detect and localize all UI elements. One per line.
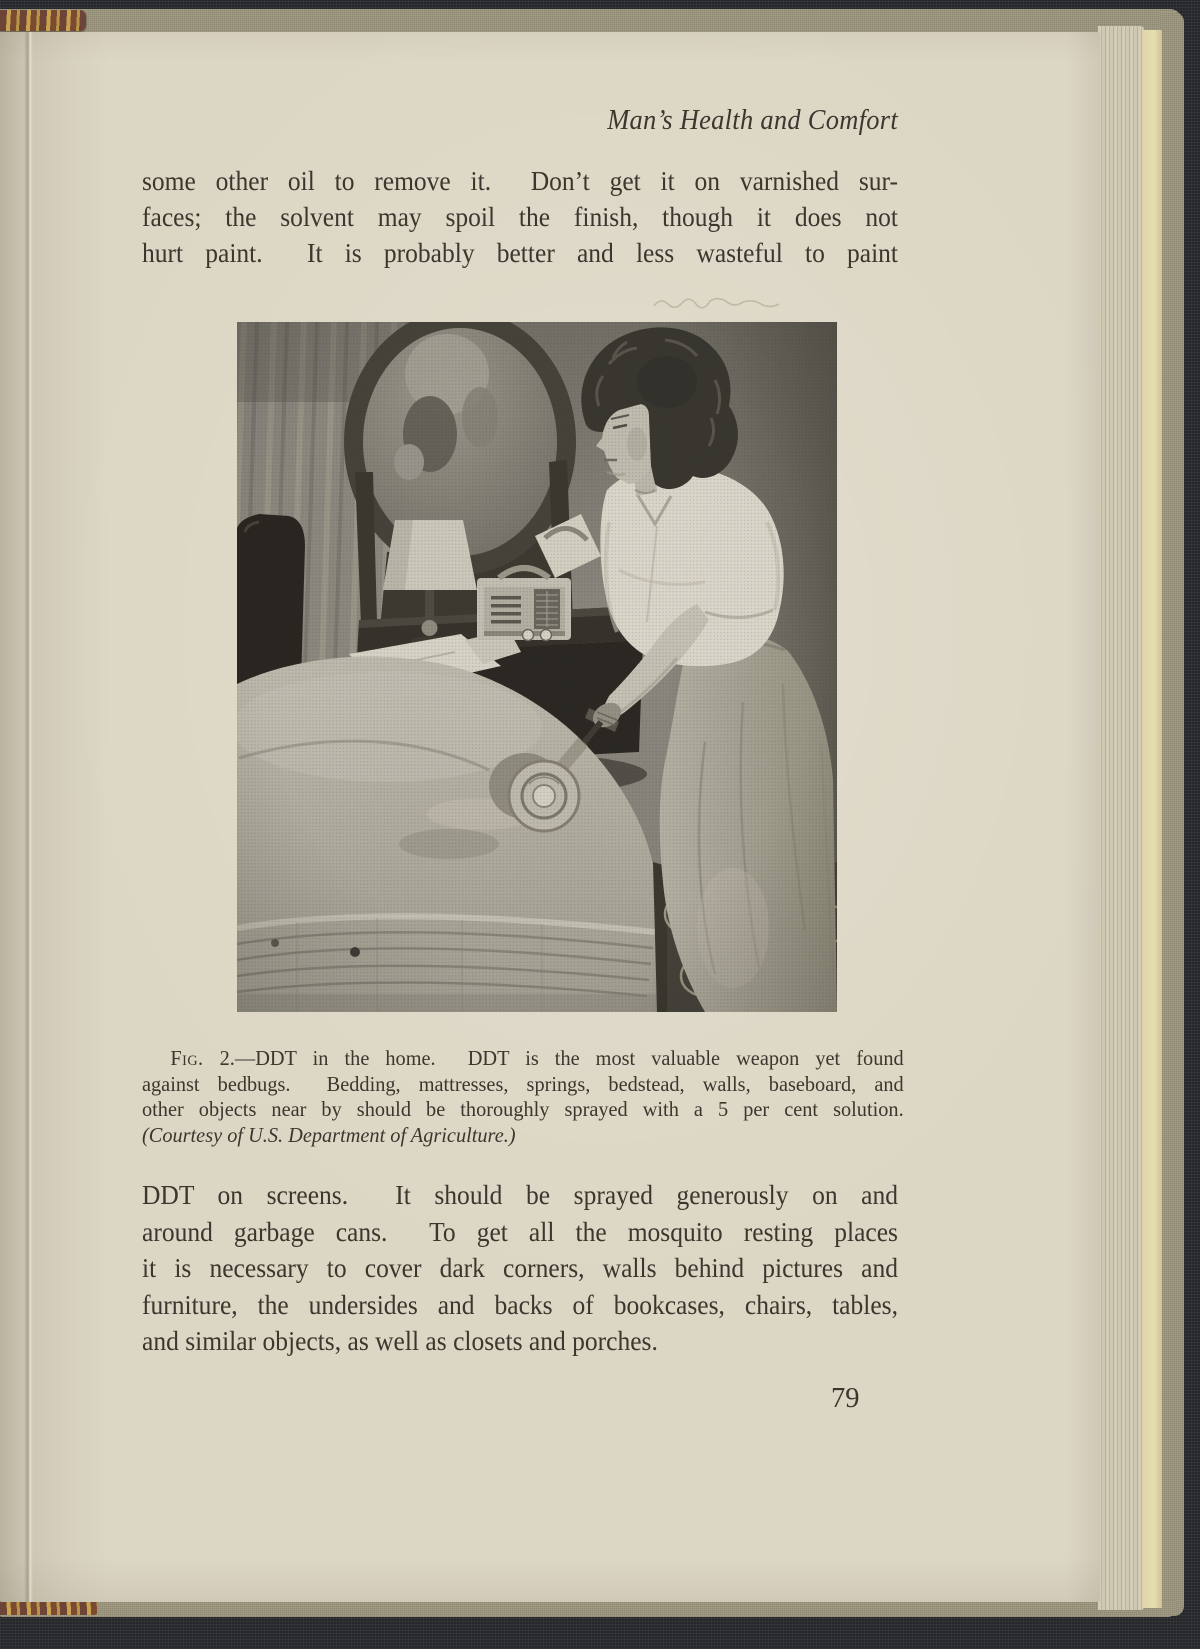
caption-line: against bedbugs. Bedding, mattresses, springs, bedstead, walls, baseboard, and: [142, 1071, 904, 1096]
caption-line: [142, 1046, 904, 1072]
gutter-crease: [24, 32, 33, 1602]
figure-caption: [142, 1046, 904, 1148]
fore-edge-page-stack: [1098, 26, 1144, 1610]
text-line: some other oil to remove it. Don’t get it on varnished sur-: [142, 166, 898, 196]
figure-photo-ddt-spraying: [237, 322, 837, 1012]
text-line: DDT on screens. It should be sprayed generously on and: [142, 1180, 898, 1210]
book-page: [0, 32, 1100, 1602]
caption-credit-line: (Courtesy of U.S. Department of Agriculture.): [142, 1122, 516, 1147]
running-header: Man’s Health and Comfort: [607, 105, 898, 136]
page-number: 79: [831, 1383, 860, 1414]
text-line: furniture, the undersides and backs of bookcases, chairs, tables,: [142, 1289, 898, 1320]
photo-vignette: [237, 322, 837, 1012]
paragraph-bottom: [142, 1177, 898, 1360]
text-line: hurt paint. It is probably better and less wasteful to paint: [142, 238, 898, 268]
book-cover-bottom-edge: [0, 1600, 1176, 1617]
book-cover-right-edge: [1160, 12, 1184, 1616]
paragraph-top: [142, 163, 898, 271]
caption-line: other objects near by should be thoroughly sprayed with a 5 per cent solution.: [142, 1097, 904, 1121]
caption-text: 2.—DDT in the home. DDT is the most valuable weapon yet found: [203, 1046, 904, 1070]
headband: [0, 10, 86, 31]
book-cover-top-edge: [0, 9, 1182, 33]
text-line: faces; the solvent may spoil the finish, though it does not: [142, 202, 898, 232]
pencil-scribble: [652, 294, 792, 319]
endpaper-edge: [1142, 30, 1162, 1608]
figure-label: Fig.: [170, 1046, 204, 1070]
text-line: it is necessary to cover dark corners, walls behind pictures and: [142, 1253, 898, 1284]
text-line: and similar objects, as well as closets and porches.: [142, 1326, 658, 1357]
text-line: around garbage cans. To get all the mosquito resting places: [142, 1216, 898, 1247]
